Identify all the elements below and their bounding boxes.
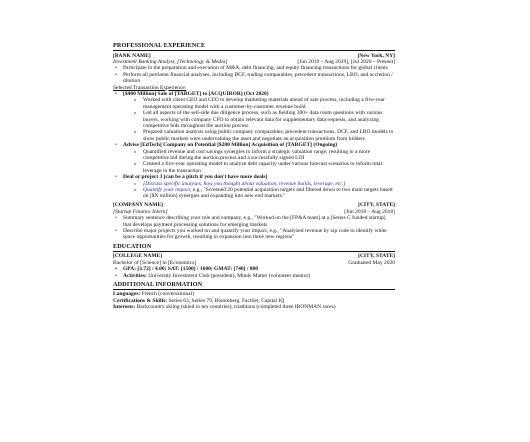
activities-text: University Investment Club (president), Minds Matter (volunteer mentor) xyxy=(148,272,311,279)
deal-list xyxy=(113,91,395,200)
section-title-additional: ADDITIONAL INFORMATION xyxy=(113,282,395,290)
edu-location: [CITY, STATE] xyxy=(358,253,395,260)
deal-item xyxy=(113,142,395,174)
list-item: o Prepared valuation analysis using public company comparables, precedent transactions, DCF, and LBO models to show public markets were undervaluing the asset and negotiate an acquisition premium from bidders xyxy=(123,129,395,142)
deal-item xyxy=(113,91,395,142)
deal-item xyxy=(113,174,395,200)
edu-degree: Bachelor of [Science] in [Economics] xyxy=(113,259,197,266)
list-item: o Led all aspects of the sell-side due diligence process, such as fielding 300+ data room questions with various buyers, working with company CFO to obtain relevant data for supplementary data requests, and analyzing competitive bids throughout the auction process xyxy=(123,110,395,129)
deal-3-impact-text: , e.g., "Screened 20 potential acquisition targets and filtered down to two main targets based on [$X million] synergies and expanding into new end markets." xyxy=(143,187,393,200)
job1-title: Investment Banking Analyst, [Technology & Media] xyxy=(113,58,228,65)
job2-dates: [Jun 2018 – Aug 2018] xyxy=(344,208,395,215)
edu-school: [COLLEGE NAME] xyxy=(113,253,163,260)
list-item: • Perform all pertinent financial analyses, including DCF, trading comparables, precedent transactions, LBO, and accretion / dilution xyxy=(113,72,395,85)
deal-title: Deal or project 3 [can be a pitch if you don't have more deals] xyxy=(123,174,268,181)
impact-lead: Quantify your impact xyxy=(143,187,191,194)
interests-text: Backcountry skiing (skied in ten countries), triathlons (completed three IRONMAN races) xyxy=(136,304,336,311)
list-item xyxy=(123,187,395,200)
section-title-experience: PROFESSIONAL EXPERIENCE xyxy=(113,43,395,51)
interests-line xyxy=(113,304,395,310)
list-item: • Describe major projects you worked on and quantify your impact, e.g., "Analyzed revenue by zip code to identify white space opportunities for growth, resulting in expansion into three new regions" xyxy=(113,228,395,241)
interests-label: Interests: xyxy=(113,304,136,311)
list-item: o [Discuss specific analyses, how you thought about valuation, revenue builds, leverage, etc.] xyxy=(123,181,395,187)
activities-label: Activities: xyxy=(123,272,147,279)
list-item: o Created a five-year operating model to analyze debt capacity under various forecast scenarios to inform total leverage in the transaction xyxy=(123,161,395,174)
certs-label: Certifications & Skills: xyxy=(113,297,168,304)
job1-bullets xyxy=(113,65,395,84)
edu-bullets xyxy=(113,266,395,279)
job2-location: [CITY, STATE] xyxy=(358,202,395,209)
deal-details xyxy=(123,97,395,142)
deal-details xyxy=(123,149,395,175)
list-item: • Participate in the preparation and execution of M&A, debt financing, and equity financing transactions for global clients xyxy=(113,65,395,71)
activities-line xyxy=(113,273,395,279)
job2-title: [Startup Finance Intern] xyxy=(113,208,168,215)
gpa-line: • GPA: [3.72] / 4.00; SAT: [1500] / 1600; GMAT: [740] / 800 xyxy=(113,266,395,272)
list-item: o Worked with client CEO and CFO to develop marketing materials ahead of sale process, including a five-year management operating model with a customer-by-customer revenue build xyxy=(123,97,395,110)
job1-location: [New York, NY] xyxy=(357,52,395,59)
certs-text: Series 63, Series 79, Bloomberg, FactSet, Capital IQ xyxy=(168,297,285,304)
section-title-education: EDUCATION xyxy=(113,244,395,252)
list-item: • Summary sentence describing your role and company, e.g., "Worked on the [FP&A team] at a [Series C funded startup] that develops payment processing solutions for emerging markets xyxy=(113,215,395,228)
job2-bullets xyxy=(113,215,395,241)
languages-label: Languages: xyxy=(113,291,141,298)
languages-text: French (conversational) xyxy=(141,291,194,298)
job2-company: [COMPANY NAME] xyxy=(113,202,163,209)
resume-page xyxy=(113,40,395,311)
deal-title: Advise [EdTech] Company on Potential [$200 Million] Acquisition of [TARGET] (Ongoing) xyxy=(123,142,338,149)
deal-details xyxy=(123,181,395,200)
job1-dates: [Jun 2019 – Aug 2019], [Jul 2020 – Present] xyxy=(297,58,395,65)
edu-grad: Graduated May 2020 xyxy=(348,259,395,266)
list-item: o Quantified revenue and cost savings synergies to inform a strategic valuation range, resulting in a more competitive bid during the auction process and a successfully signed LOI xyxy=(123,149,395,162)
job1-company: [BANK NAME] xyxy=(113,52,151,59)
deal-title: [$400 Million] Sale of [TARGET] to [ACQUIROR] (Oct 2020) xyxy=(123,90,269,97)
selected-transactions-label: Selected Transaction Experience: xyxy=(113,84,187,91)
